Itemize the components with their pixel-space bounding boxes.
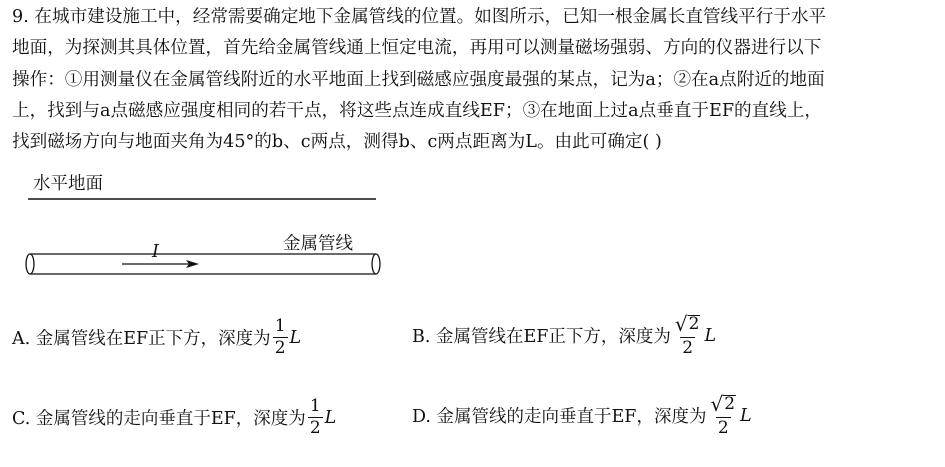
option-b-numerator: 2 xyxy=(688,314,700,335)
option-b-denominator: 2 xyxy=(682,338,694,358)
ground-label: 水平地面 xyxy=(33,174,103,194)
question-line-1: 9. 在城市建设施工中，经常需要确定地下金属管线的位置。如图所示，已知一根金属长直管线平行于水平 xyxy=(12,7,827,27)
option-a-text: A. 金属管线在EF正下方，深度为 xyxy=(12,329,271,349)
option-b-numerator-root xyxy=(673,314,703,337)
current-label: I xyxy=(152,242,159,262)
option-a-fraction xyxy=(273,318,288,357)
option-c-suffix: L xyxy=(324,407,337,428)
option-c-fraction xyxy=(308,398,323,437)
pipe-label: 金属管线 xyxy=(283,234,353,254)
question-line-5: 找到磁场方向与地面夹角为45°的b、c两点，测得b、c两点距离为L。由此可确定( ) xyxy=(12,132,662,153)
option-b-text: B. 金属管线在EF正下方，深度为 xyxy=(412,327,671,347)
option-d-numerator: 2 xyxy=(724,394,736,415)
question-line-4: 上，找到与a点磁感应强度相同的若干点，将这些点连成直线EF；③在地面上过a点垂直于EF的直线上， xyxy=(12,100,823,121)
current-arrow-head xyxy=(186,260,199,268)
option-d-suffix: L xyxy=(740,405,752,426)
option-c-text: C. 金属管线的走向垂直于EF，深度为 xyxy=(12,409,306,429)
option-d-denominator: 2 xyxy=(717,418,729,438)
sqrt-symbol: √ 2 xyxy=(674,312,700,336)
option-d-fraction xyxy=(708,394,738,437)
option-a-denominator: 2 xyxy=(274,338,286,358)
pipe-right-end xyxy=(372,254,380,274)
question-line-3: 操作：①用测量仪在金属管线附近的水平地面上找到磁感应强度最强的某点，记为a；②在a点附近的地面 xyxy=(12,69,825,90)
option-b-suffix: L xyxy=(704,325,717,346)
option-d-numerator-root xyxy=(708,394,738,417)
question-line-2: 地面，为探测其具体位置，首先给金属管线通上恒定电流，再用可以测量磁场强弱、方向的仪器进行以下 xyxy=(12,38,822,59)
option-b[interactable] xyxy=(412,314,716,357)
option-a-suffix: L xyxy=(289,327,302,348)
option-d-text: D. 金属管线的走向垂直于EF，深度为 xyxy=(412,407,707,427)
option-c-numerator: 1 xyxy=(309,396,321,416)
option-d[interactable] xyxy=(412,394,752,437)
option-a-numerator: 1 xyxy=(274,316,286,336)
option-a[interactable] xyxy=(12,318,301,357)
option-c-denominator: 2 xyxy=(309,418,321,438)
option-b-fraction xyxy=(673,314,703,357)
question-stem xyxy=(12,2,937,158)
option-c[interactable] xyxy=(12,398,336,437)
pipe-left-end xyxy=(26,254,34,274)
sqrt-symbol: √ 2 xyxy=(710,392,736,416)
